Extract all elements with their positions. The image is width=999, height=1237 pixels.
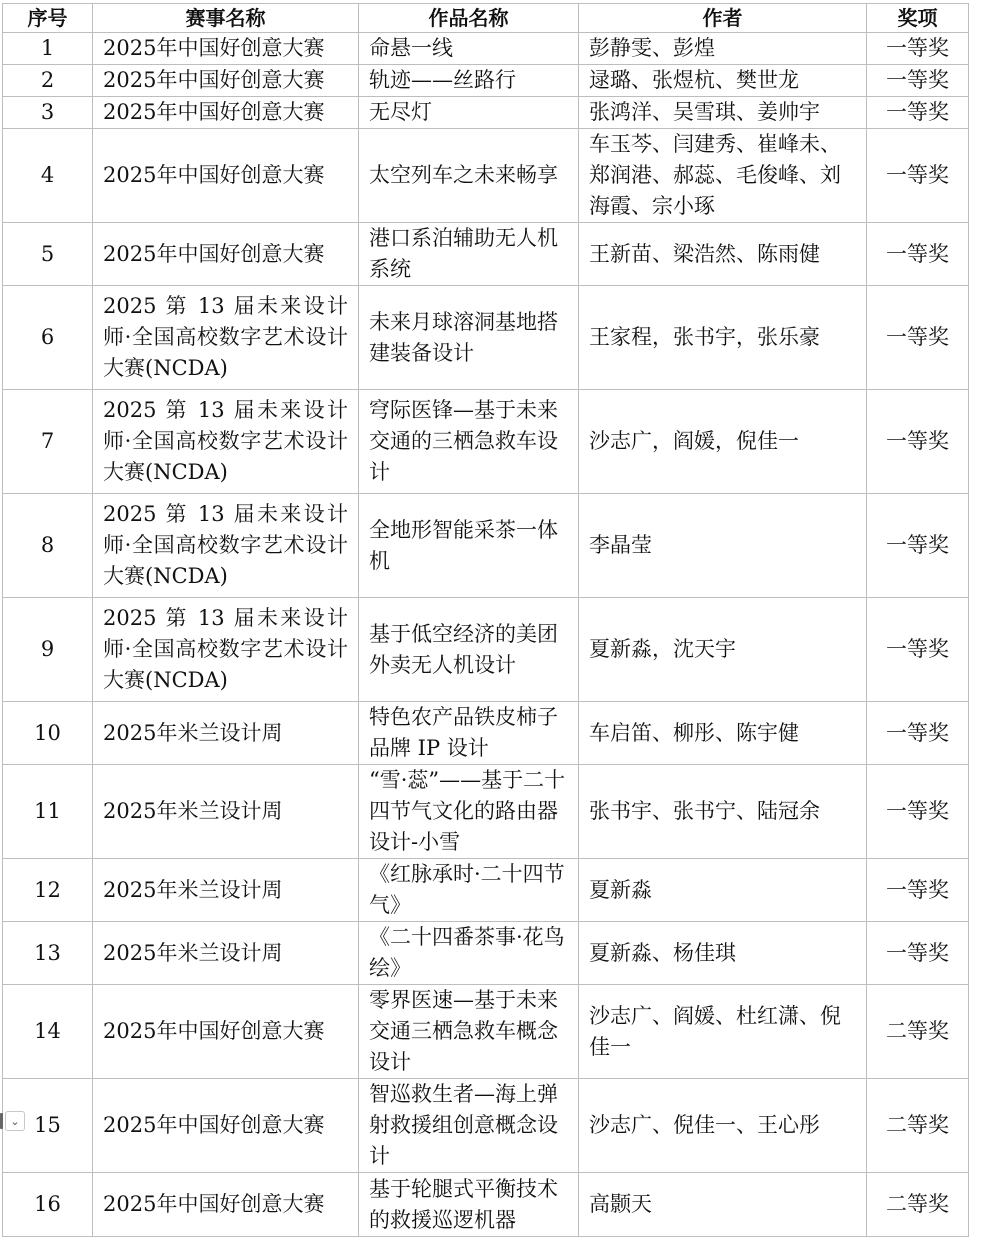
cell-award: 二等奖 — [867, 985, 969, 1079]
cell-index: 12 — [3, 859, 93, 922]
table-row — [3, 922, 969, 985]
cell-award: 一等奖 — [867, 33, 969, 65]
cell-index: 16 — [3, 1173, 93, 1237]
table-row — [3, 598, 969, 702]
cell-author: 夏新淼 — [579, 859, 867, 922]
cell-work: 全地形智能采茶一体机 — [359, 494, 579, 598]
cell-author: 沙志广、阎媛、杜红潇、倪佳一 — [579, 985, 867, 1079]
header-author: 作者 — [579, 4, 867, 33]
header-work: 作品名称 — [359, 4, 579, 33]
table-row — [3, 985, 969, 1079]
cell-award: 二等奖 — [867, 1079, 969, 1173]
cell-award: 一等奖 — [867, 922, 969, 985]
cell-award: 一等奖 — [867, 765, 969, 859]
cell-award: 一等奖 — [867, 129, 969, 223]
cell-work: 轨迹——丝路行 — [359, 65, 579, 97]
cell-work: 智巡救生者—海上弹射救援组创意概念设计 — [359, 1079, 579, 1173]
cell-award: 一等奖 — [867, 494, 969, 598]
cell-event: 2025年米兰设计周 — [93, 859, 359, 922]
cell-author: 李晶莹 — [579, 494, 867, 598]
cell-work: 未来月球溶洞基地搭建装备设计 — [359, 286, 579, 390]
cell-event: 2025年中国好创意大赛 — [93, 33, 359, 65]
cell-index: 6 — [3, 286, 93, 390]
cell-author: 车玉芩、闫建秀、崔峰未、郑润港、郝蕊、毛俊峰、刘海霞、宗小琢 — [579, 129, 867, 223]
table-row — [3, 494, 969, 598]
cell-index: 14 — [3, 985, 93, 1079]
cell-author: 夏新淼、杨佳琪 — [579, 922, 867, 985]
cell-author: 沙志广、倪佳一、王心彤 — [579, 1079, 867, 1173]
cell-author: 沙志广，阎媛，倪佳一 — [579, 390, 867, 494]
cell-author: 夏新淼，沈天宇 — [579, 598, 867, 702]
cell-event: 2025年中国好创意大赛 — [93, 985, 359, 1079]
cell-index: 5 — [3, 223, 93, 286]
cell-index: 9 — [3, 598, 93, 702]
cell-work: 《红脉承时·二十四节气》 — [359, 859, 579, 922]
row-select-handle[interactable] — [0, 1110, 30, 1132]
cell-work: 命悬一线 — [359, 33, 579, 65]
cell-index: 4 — [3, 129, 93, 223]
cell-work: 港口系泊辅助无人机系统 — [359, 223, 579, 286]
cell-work: “雪·蕊”——基于二十四节气文化的路由器设计-小雪 — [359, 765, 579, 859]
cell-event: 2025年米兰设计周 — [93, 702, 359, 765]
cell-award: 一等奖 — [867, 97, 969, 129]
cell-work: 太空列车之未来畅享 — [359, 129, 579, 223]
cell-event: 2025年中国好创意大赛 — [93, 1173, 359, 1237]
cell-author: 彭静雯、彭煌 — [579, 33, 867, 65]
cell-index: 3 — [3, 97, 93, 129]
cell-award: 一等奖 — [867, 223, 969, 286]
cell-event: 2025年米兰设计周 — [93, 765, 359, 859]
cell-index: 11 — [3, 765, 93, 859]
cell-award: 一等奖 — [867, 390, 969, 494]
header-award: 奖项 — [867, 4, 969, 33]
chevron-down-icon[interactable]: ⌄ — [5, 1111, 25, 1131]
table-row — [3, 390, 969, 494]
table-row — [3, 765, 969, 859]
cell-work: 穹际医锋—基于未来交通的三栖急救车设计 — [359, 390, 579, 494]
cell-author: 王新苗、梁浩然、陈雨健 — [579, 223, 867, 286]
cell-work: 基于低空经济的美团外卖无人机设计 — [359, 598, 579, 702]
cell-event: 2025年中国好创意大赛 — [93, 97, 359, 129]
cell-event: 2025 第 13 届未来设计师·全国高校数字艺术设计大赛(NCDA) — [93, 598, 359, 702]
cell-award: 二等奖 — [867, 1173, 969, 1237]
row-marker-icon — [0, 1113, 3, 1129]
cell-index: 7 — [3, 390, 93, 494]
table-row — [3, 65, 969, 97]
cell-work: 基于轮腿式平衡技术的救援巡逻机器 — [359, 1173, 579, 1237]
cell-author: 车启笛、柳彤、陈宇健 — [579, 702, 867, 765]
cell-index: 13 — [3, 922, 93, 985]
table-row — [3, 97, 969, 129]
cell-work: 特色农产品铁皮柿子品牌 IP 设计 — [359, 702, 579, 765]
cell-event: 2025年米兰设计周 — [93, 922, 359, 985]
header-index: 序号 — [3, 4, 93, 33]
table-row — [3, 129, 969, 223]
table-row — [3, 702, 969, 765]
cell-event: 2025年中国好创意大赛 — [93, 65, 359, 97]
cell-author: 张鸿洋、吴雪琪、姜帅宇 — [579, 97, 867, 129]
cell-event: 2025年中国好创意大赛 — [93, 223, 359, 286]
cell-author: 张书宇、张书宁、陆冠余 — [579, 765, 867, 859]
table-body — [3, 33, 969, 1237]
cell-index: 15 — [3, 1079, 93, 1173]
table-row — [3, 286, 969, 390]
cell-work: 无尽灯 — [359, 97, 579, 129]
cell-author: 王家程，张书宇，张乐豪 — [579, 286, 867, 390]
cell-award: 一等奖 — [867, 702, 969, 765]
cell-event: 2025 第 13 届未来设计师·全国高校数字艺术设计大赛(NCDA) — [93, 390, 359, 494]
cell-author: 高颢天 — [579, 1173, 867, 1237]
cell-award: 一等奖 — [867, 859, 969, 922]
cell-work: 零界医速—基于未来交通三栖急救车概念设计 — [359, 985, 579, 1079]
table-row — [3, 859, 969, 922]
cell-event: 2025年中国好创意大赛 — [93, 1079, 359, 1173]
cell-event: 2025 第 13 届未来设计师·全国高校数字艺术设计大赛(NCDA) — [93, 494, 359, 598]
cell-index: 10 — [3, 702, 93, 765]
table-row — [3, 33, 969, 65]
table-row — [3, 223, 969, 286]
table-row — [3, 1173, 969, 1237]
cell-index: 2 — [3, 65, 93, 97]
cell-award: 一等奖 — [867, 65, 969, 97]
table-row — [3, 1079, 969, 1173]
cell-index: 1 — [3, 33, 93, 65]
cell-award: 一等奖 — [867, 598, 969, 702]
cell-award: 一等奖 — [867, 286, 969, 390]
cell-index: 8 — [3, 494, 93, 598]
cell-event: 2025 第 13 届未来设计师·全国高校数字艺术设计大赛(NCDA) — [93, 286, 359, 390]
cell-work: 《二十四番茶事·花鸟绘》 — [359, 922, 579, 985]
header-row — [3, 4, 969, 33]
header-event: 赛事名称 — [93, 4, 359, 33]
awards-table — [2, 3, 969, 1237]
cell-author: 逯璐、张煜杭、樊世龙 — [579, 65, 867, 97]
cell-event: 2025年中国好创意大赛 — [93, 129, 359, 223]
